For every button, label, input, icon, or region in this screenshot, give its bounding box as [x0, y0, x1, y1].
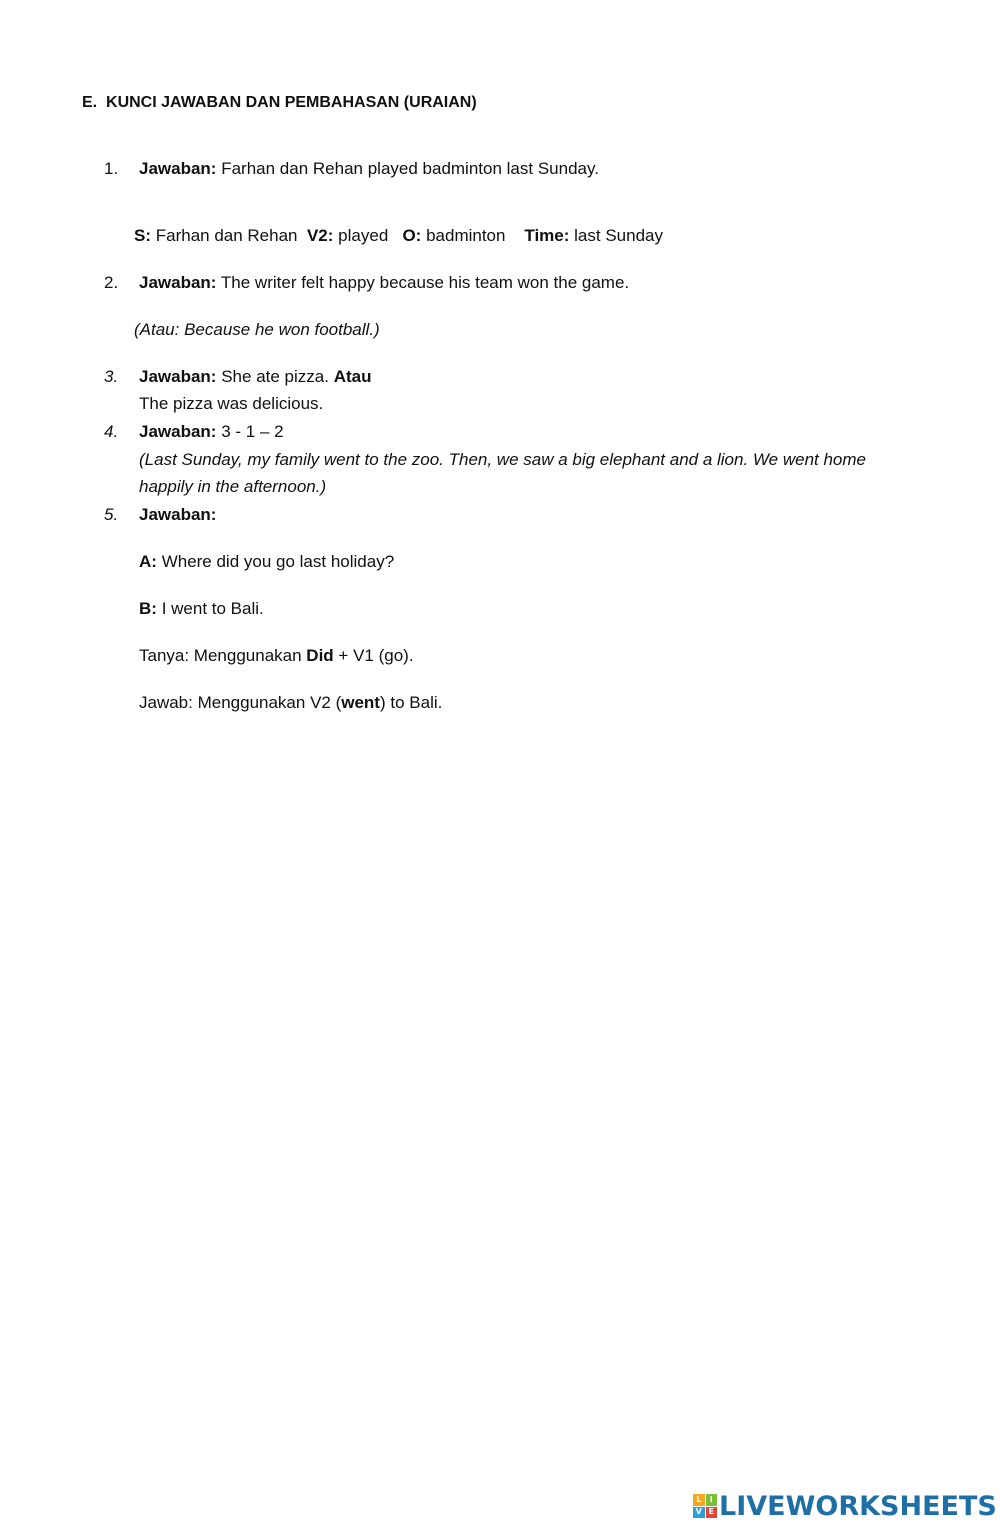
item-number: 2. — [104, 273, 119, 292]
speaker-a-text: Where did you go last holiday? — [161, 552, 395, 571]
logo-mark-letter: L — [693, 1494, 705, 1506]
answer-label: Jawaban: — [139, 273, 217, 292]
subject-label: S: — [134, 226, 151, 245]
answer-line — [139, 418, 284, 445]
object-label: O: — [402, 226, 422, 245]
item-number: 4. — [104, 422, 119, 441]
object-value: badminton — [426, 226, 506, 245]
logo-mark-icon — [693, 1494, 717, 1518]
answer-line — [139, 269, 629, 296]
answer-line — [139, 363, 371, 390]
speaker-b-text: I went to Bali. — [161, 599, 264, 618]
time-value: last Sunday — [574, 226, 663, 245]
explanation-line-1: (Last Sunday, my family went to the zoo. Then, we saw a big elephant and a lion. We went home — [139, 450, 866, 469]
subject-value: Farhan dan Rehan — [155, 226, 298, 245]
logo-text: LIVEWORKSHEETS — [719, 1490, 997, 1522]
item-number: 1. — [104, 159, 119, 178]
question-note-bold: Did — [306, 646, 334, 665]
logo-mark-letter: V — [693, 1507, 705, 1519]
answer-note-rest: ) to Bali. — [379, 693, 443, 712]
speaker-b-label: B: — [139, 599, 157, 618]
time-label: Time: — [524, 226, 570, 245]
answer-label: Jawaban: — [139, 159, 217, 178]
question-note-text: Tanya: Menggunakan — [139, 646, 302, 665]
verb2-value: played — [338, 226, 389, 245]
sentence-breakdown — [134, 222, 663, 249]
speaker-a-label: A: — [139, 552, 157, 571]
question-note — [139, 642, 414, 669]
answer-line-2: The pizza was delicious. — [139, 394, 324, 413]
item-number: 3. — [104, 367, 119, 386]
answer-text: Farhan dan Rehan played badminton last Sunday. — [221, 159, 599, 178]
answer-text: The writer felt happy because his team won the game. — [220, 273, 630, 292]
section-heading — [82, 89, 477, 116]
answer-label: Jawaban: — [139, 422, 217, 441]
explanation-line-2: happily in the afternoon.) — [139, 477, 327, 496]
answer-note — [139, 689, 442, 716]
answer-text: She ate pizza. — [221, 367, 329, 386]
heading-title: KUNCI JAWABAN DAN PEMBAHASAN (URAIAN) — [106, 94, 477, 111]
or-label: Atau — [333, 367, 372, 386]
answer-label: Jawaban: — [139, 367, 217, 386]
answer-label: Jawaban: — [139, 505, 217, 524]
answer-note-bold: went — [341, 693, 380, 712]
answer-text: 3 - 1 – 2 — [221, 422, 284, 441]
dialogue-b — [139, 595, 264, 622]
alternative-answer: (Atau: Because he won football.) — [134, 320, 380, 339]
logo-mark-letter: I — [706, 1494, 718, 1506]
dialogue-a — [139, 548, 394, 575]
verb2-label: V2: — [306, 226, 334, 245]
liveworksheets-logo — [693, 1489, 997, 1523]
answer-line — [139, 155, 599, 182]
logo-mark-letter: E — [706, 1507, 718, 1519]
answer-note-text: Jawab: Menggunakan V2 ( — [139, 693, 342, 712]
heading-letter: E. — [82, 94, 98, 111]
question-note-rest: + V1 (go). — [338, 646, 414, 665]
item-number: 5. — [104, 505, 119, 524]
